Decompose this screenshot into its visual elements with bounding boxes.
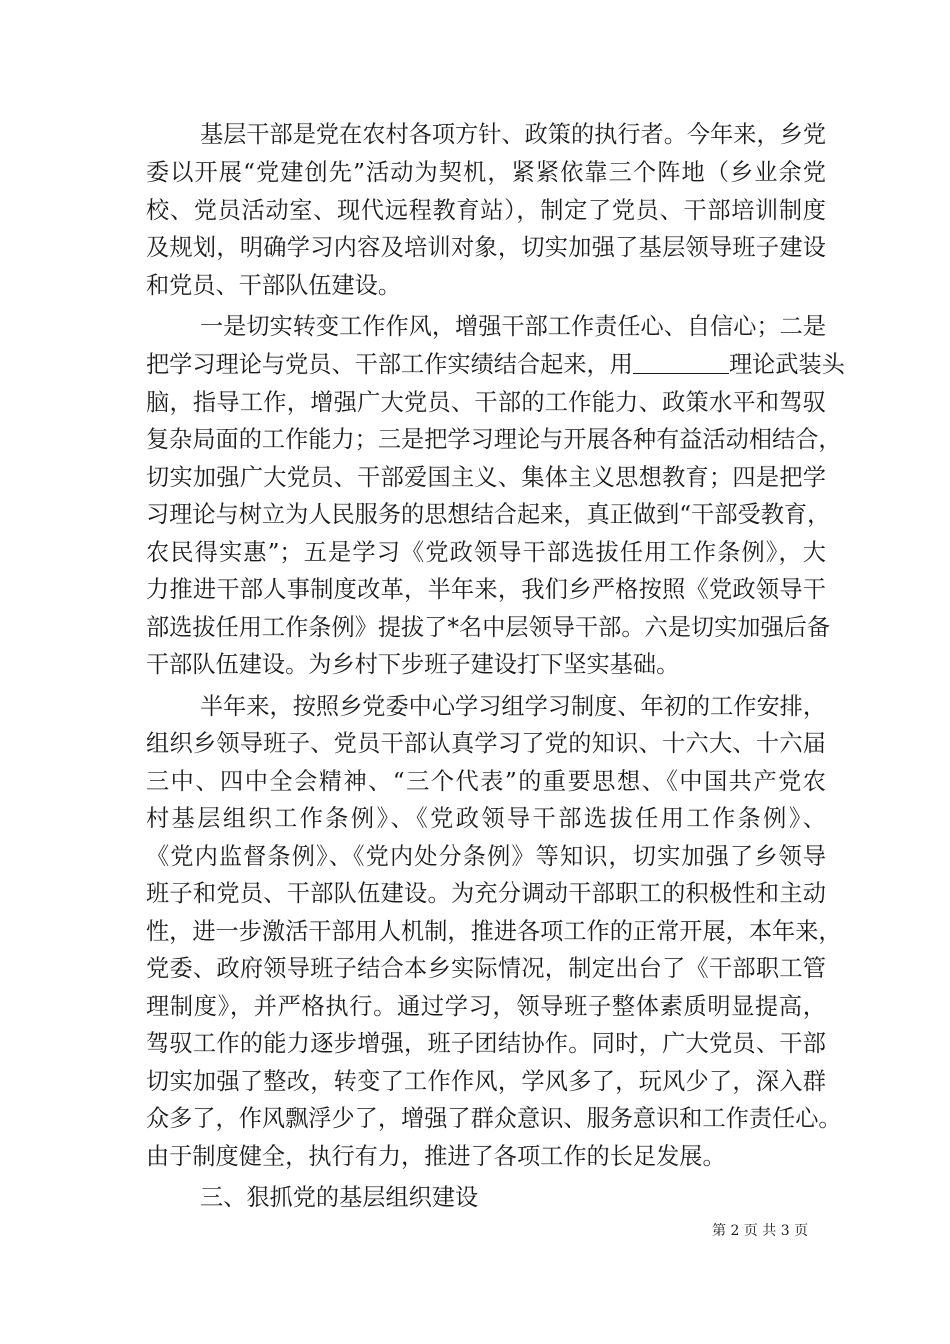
page-number-footer: 第 2 页 共 3 页: [712, 1223, 809, 1239]
paragraph-3-line: 半年来，按照乡党委中心学习组学习制度、年初的工作安排，: [200, 693, 827, 720]
paragraph-3-line: 组织乡领导班子、党员干部认真学习了党的知识、十六大、十六届: [146, 730, 826, 757]
paragraph-2-line: 习理论与树立为人民服务的思想结合起来，真正做到“干部受教育，: [146, 501, 831, 528]
paragraph-3-line: 众多了，作风飘浮少了，增强了群众意识、服务意识和工作责任心。: [146, 1105, 842, 1132]
paragraph-3-line: 班子和党员、干部队伍建设。为充分调动干部职工的积极性和主动: [146, 880, 826, 907]
paragraph-2-text-after-blank: 理论武装头: [728, 351, 845, 378]
paragraph-2-line: 切实加强广大党员、干部爱国主义、集体主义思想教育；四是把学: [146, 464, 826, 491]
paragraph-1-line: 委以开展“党建创先”活动为契机，紧紧依靠三个阵地（乡业余党: [146, 159, 826, 186]
paragraph-3-line: 《党内监督条例》、《党内处分条例》等知识，切实加强了乡领导: [146, 843, 826, 870]
paragraph-3-line: 三中、四中全会精神、“三个代表”的重要思想、《中国共产党农: [146, 768, 826, 795]
paragraph-3-line: 切实加强了整改，转变了工作作风，学风多了，玩风少了，深入群: [146, 1068, 826, 1095]
paragraph-3-line: 党委、政府领导班子结合本乡实际情况，制定出台了《干部职工管: [146, 955, 826, 982]
paragraph-2-line: 复杂局面的工作能力；三是把学习理论与开展各种有益活动相结合，: [146, 426, 842, 453]
paragraph-3-line: 村基层组织工作条例》、《党政领导干部选拔任用工作条例》、: [146, 805, 826, 832]
paragraph-1-line: 和党员、干部队伍建设。: [146, 272, 402, 299]
paragraph-3-line: 性，进一步激活干部用人机制，推进各项工作的正常开展，本年来，: [146, 918, 842, 945]
fill-in-blank: [633, 351, 729, 374]
paragraph-2-line: 一是切实转变工作作风，增强干部工作责任心、自信心；二是: [200, 313, 827, 340]
paragraph-3-line: 由于制度健全，执行有力，推进了各项工作的长足发展。: [146, 1143, 726, 1170]
paragraph-2-text-before-blank: 把学习理论与党员、干部工作实绩结合起来，用: [146, 351, 633, 378]
paragraph-2-line-with-blank: [146, 346, 845, 383]
paragraph-1-line: 基层干部是党在农村各项方针、政策的执行者。今年来，乡党: [200, 121, 827, 148]
paragraph-2-line: 农民得实惠”；五是学习《党政领导干部选拔任用工作条例》，大: [146, 539, 826, 566]
paragraph-1-line: 及规划，明确学习内容及培训对象，切实加强了基层领导班子建设: [146, 234, 826, 261]
paragraph-1-line: 校、党员活动室、现代远程教育站），制定了党员、干部培训制度: [146, 197, 826, 224]
paragraph-3-line: 驾驭工作的能力逐步增强，班子团结协作。同时，广大党员、干部: [146, 1030, 826, 1057]
paragraph-2-line: 力推进干部人事制度改革，半年来，我们乡严格按照《党政领导干: [146, 576, 826, 603]
paragraph-2-line: 干部队伍建设。为乡村下步班子建设打下坚实基础。: [146, 651, 680, 678]
section-heading: 三、狠抓党的基层组织建设: [200, 1184, 479, 1211]
paragraph-3-line: 理制度》，并严格执行。通过学习，领导班子整体素质明显提高，: [146, 993, 826, 1020]
paragraph-2-line: 脑，指导工作，增强广大党员、干部的工作能力、政策水平和驾驭: [146, 389, 826, 416]
paragraph-2-line: 部选拔任用工作条例》提拔了*名中层领导干部。六是切实加强后备: [146, 614, 831, 641]
